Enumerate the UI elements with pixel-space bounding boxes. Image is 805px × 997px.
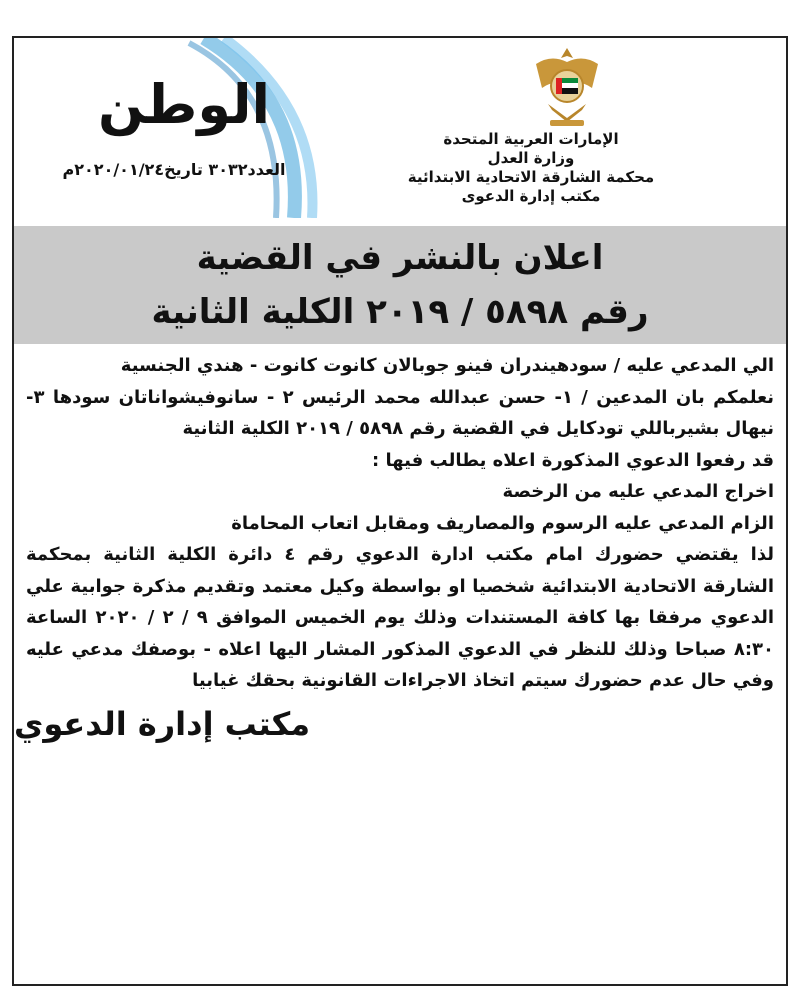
notice-title: اعلان بالنشر في القضية (196, 238, 604, 278)
authority-line-office: مكتب إدارة الدعوى (461, 187, 601, 205)
notice-header (14, 38, 786, 226)
case-number: رقم ٥٨٩٨ / ٢٠١٩ الكلية الثانية (151, 292, 649, 332)
addressee: الي المدعي عليه / سودهيندران فينو جوبالان كانوت كانوت - هندي الجنسية (120, 355, 774, 376)
plaintiffs-paragraph: نعلمكم بان المدعين / ١- حسن عبدالله محمد الرئيس ٢ - سانوفيشواناتان سودها ٣- نيهال بشيرباللي تودكايل في القضية رقم ٥٨٩٨ / ٢٠١٩ الكلية الثانية (26, 386, 774, 439)
notice-title-banner (14, 226, 786, 344)
claim-item-1: اخراج المدعي عليه من الرخصة (502, 481, 774, 502)
claims-intro: قد رفعوا الدعوي المذكورة اعلاه يطالب فيها : (372, 449, 774, 471)
claim-item-2: الزام المدعي عليه الرسوم والمصاريف ومقابل اتعاب المحاماة (231, 512, 774, 534)
uae-emblem-icon (526, 44, 608, 128)
legal-notice (12, 36, 788, 986)
authority-line-ministry: وزارة العدل (487, 149, 575, 167)
newspaper-name: الوطن (97, 73, 271, 136)
signature-office: مكتب إدارة الدعوي (14, 704, 311, 743)
summons-paragraph: لذا يقتضي حضورك امام مكتب ادارة الدعوي رقم ٤ دائرة الكلية الثانية بمحكمة الشارقة الاتحادية الابتدائية شخصيا او بواسطة وكيل معتمد وتقديم مذكرة جوابية علي الدعوي مرفقا بها كافة المستندات وذلك يوم الخميس الموافق ٩ / ٢ / ٢٠٢٠ الساعة ٨:٣٠ صباحا وذلك للنظر في الدعوي المذكور المشار اليها اعلاه - بوصفك مدعي عليه وفي حال عدم حضورك سيتم اتخاذ الاجراءات القانونية بحقك غيابيا (26, 544, 775, 691)
authority-line-country: الإمارات العربية المتحدة (443, 130, 619, 148)
authority-line-court: محكمة الشارقة الاتحادية الابتدائية (407, 168, 655, 186)
notice-body (14, 344, 786, 697)
newspaper-logo (74, 73, 294, 136)
issue-number-date: العدد٣٠٣٢ تاريخ٢٠٢٠/٠١/٢٤م (62, 160, 286, 179)
issuing-authority (366, 130, 696, 206)
